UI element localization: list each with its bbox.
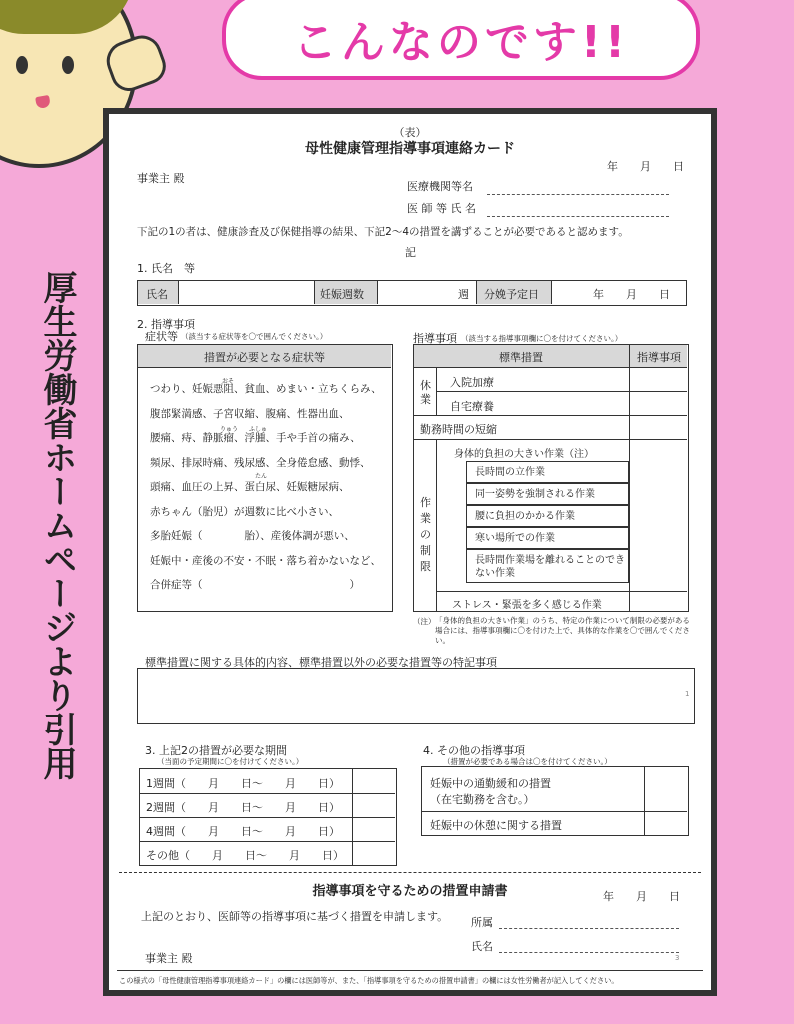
special-box[interactable] (137, 668, 695, 724)
request-title: 指導事項を守るための措置申請書 (312, 884, 508, 899)
jitaku-label: 自宅療養 (450, 400, 494, 413)
period-row-3: 4週間（ 月 日～ 月 日） (146, 825, 340, 838)
kyugyo-label: 休業 (420, 379, 431, 406)
page-num: 1 (685, 690, 690, 698)
due-value: 年 月 日 (593, 288, 670, 301)
form-employer: 事業主 殿 (137, 172, 185, 185)
speech-bubble-text: こんなのです!! (292, 17, 630, 68)
symptom-line: 頻尿、排尿時痛、残尿感、全身倦怠感、動悸、 (150, 456, 371, 469)
symptoms-header: 措置が必要となる症状等 (204, 351, 325, 364)
symptom-line: つわり、妊娠悪阻、貧血、めまい・立ちくらみ、 (150, 383, 382, 395)
futan-item (466, 461, 629, 483)
sec1-title: 1. 氏名 等 (137, 262, 195, 275)
request-body: 上記のとおり、医師等の指導事項に基づく措置を申請します。 (141, 910, 449, 923)
applicant-name-label: 氏名 (471, 940, 493, 953)
period-row-1: 1週間（ 月 日～ 月 日） (146, 777, 340, 790)
futan-item (466, 527, 629, 549)
symptom-line: 合併症等（ ） (150, 579, 360, 591)
form-omote: （表） (393, 126, 427, 139)
request-employer: 事業主 殿 (145, 952, 193, 965)
sec1-table (137, 280, 687, 306)
symptom-line: 赤ちゃん（胎児）が週数に比べ小さい、 (150, 505, 339, 518)
nyuin-label: 入院加療 (450, 376, 494, 389)
side-note: 厚生労働省ホームページより引用 (37, 270, 77, 780)
period-table (139, 768, 397, 866)
weeks-label: 妊娠週数 (320, 288, 364, 301)
sec4-item2: 妊娠中の休憩に関する措置 (430, 819, 562, 832)
name-label: 氏名 (146, 288, 168, 301)
ruby-oso: おそ (222, 378, 235, 385)
futan-item (466, 505, 629, 527)
period-row-2: 2週間（ 月 日～ 月 日） (146, 801, 340, 814)
symptom-line: 腰痛、痔、静脈瘤、浮腫、手や手首の痛み、 (150, 432, 361, 444)
character-eye-right (62, 56, 74, 74)
futan-item (466, 483, 629, 505)
note-text: 「身体的負担の大きい作業」のうち、特定の作業について制限の必要がある場合には、指導事項欄に〇を付けた上で、具体的な作業を〇で囲んでください。 (435, 616, 690, 645)
kinmu-label: 勤務時間の短縮 (420, 423, 497, 436)
due-label: 分娩予定日 (484, 288, 539, 301)
character-hair (0, 0, 134, 34)
symptoms-note: （該当する症状等を〇で囲んでください。） (181, 332, 328, 341)
futan-item-label: 長時間作業場を離れることのできない作業 (475, 555, 625, 579)
sec4-note: （措置が必要である場合は〇を付けてください。） (443, 757, 612, 766)
other-table (421, 766, 689, 836)
futan-item (466, 549, 629, 583)
sec2-title: 2. 指導事項 (137, 318, 195, 331)
symptom-line: 妊娠中・産後の不安・不眠・落ち着かないなど、 (150, 554, 381, 567)
guidance-header: 指導事項 (637, 351, 681, 364)
form-paper (103, 108, 717, 996)
symptom-line: 頭痛、血圧の上昇、蛋白尿、妊娠糖尿病、 (150, 481, 350, 493)
futan-label: 身体的負担の大きい作業（注） (454, 449, 594, 460)
ruby-fushu: ふしゅ (249, 426, 268, 433)
form-footer: この様式の「母性健康管理指導事項連絡カード」の欄には医師等が、また、「指導事項を守るための措置申請書」の欄には女性労働者が記入してください。 (119, 976, 619, 985)
futan-item-label: 同一姿勢を強制される作業 (475, 489, 595, 500)
futan-item-label: 寒い場所での作業 (475, 533, 555, 544)
speech-bubble (222, 0, 700, 80)
form-title: 母性健康管理指導事項連絡カード (305, 141, 515, 157)
ruby-ryuu: りゅう (220, 426, 239, 433)
request-date: 年 月 日 (603, 890, 680, 903)
symptoms-title: 症状等 (145, 330, 178, 343)
request-page-num: 3 (675, 954, 680, 962)
note-mark: （注） (413, 617, 436, 626)
period-row-4: その他（ 月 日～ 月 日） (146, 849, 344, 862)
guidance-title: 指導事項 (413, 332, 457, 345)
character-mouth (35, 95, 51, 109)
form-intro: 下記の1の者は、健康診査及び保健指導の結果、下記2～4の措置を講ずることが必要であると認めます。 (137, 226, 629, 238)
stress-label: ストレス・緊張を多く感じる作業 (452, 600, 602, 611)
std-header: 標準措置 (499, 351, 543, 364)
form-ki: 記 (405, 246, 416, 259)
sec3-title: 3. 上記2の措置が必要な期間 (145, 744, 287, 757)
guidance-note: （該当する指導事項欄に〇を付けてください。） (461, 334, 623, 343)
form-date: 年 月 日 (607, 160, 684, 173)
character-eye-left (16, 56, 28, 74)
futan-item-label: 長時間の立作業 (475, 467, 545, 478)
special-label: 標準措置に関する具体的内容、標準措置以外の必要な措置等の特記事項 (145, 656, 497, 669)
sec4-item1: 妊娠中の通勤緩和の措置 (430, 777, 551, 790)
ruby-tan: たん (255, 473, 268, 480)
futan-item-label: 腰に負担のかかる作業 (475, 511, 575, 522)
doctor-name-label: 医 師 等 氏 名 (407, 202, 476, 215)
sec4-title: 4. その他の指導事項 (423, 744, 525, 757)
medical-institution-label: 医療機関等名 (407, 180, 473, 193)
seigen-label: 作業の制限 (420, 496, 431, 573)
weeks-unit: 週 (458, 288, 469, 301)
sec3-note: （当面の予定期間に〇を付けてください。） (157, 757, 304, 766)
symptom-line: 腹部緊満感、子宮収縮、腹痛、性器出血、 (150, 407, 350, 420)
affiliation-label: 所属 (471, 916, 493, 929)
symptom-line: 多胎妊娠（ 胎）、産後体調が悪い、 (150, 530, 355, 542)
guidance-table (413, 344, 689, 612)
sec4-item1b: （在宅勤務を含む。） (430, 793, 535, 806)
